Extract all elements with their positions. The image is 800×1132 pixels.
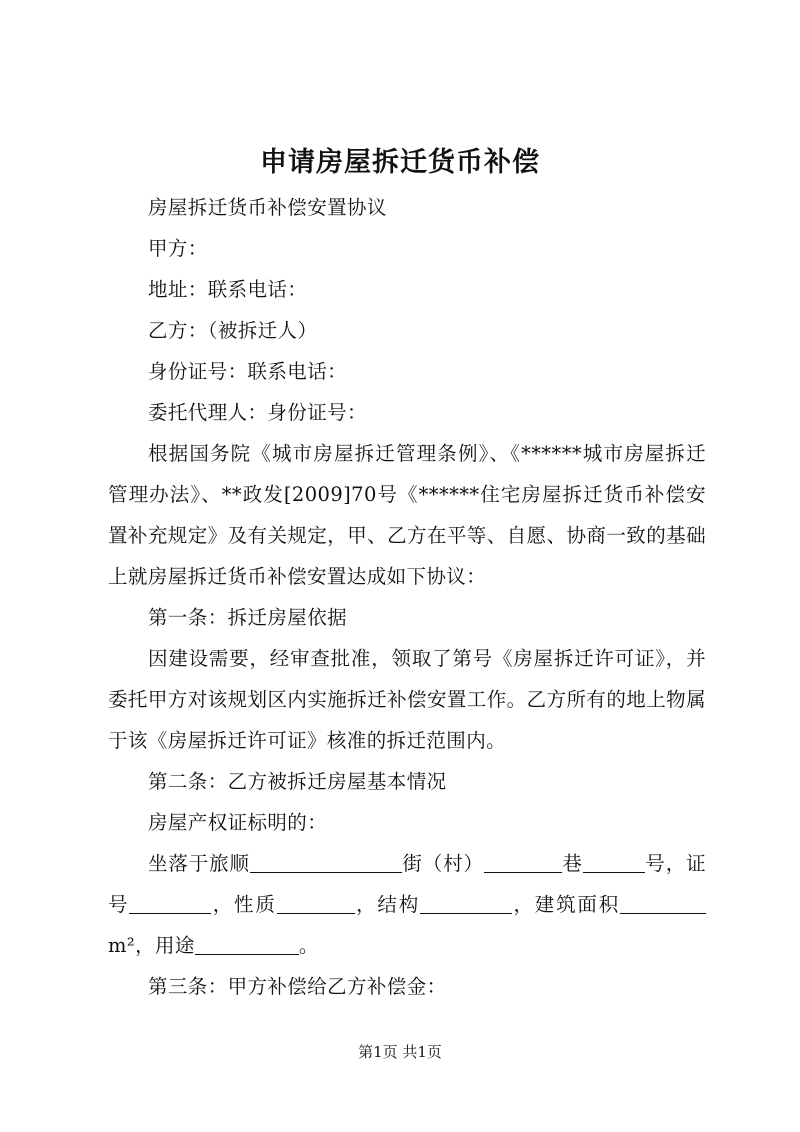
paragraph-party-a: 甲方： — [148, 237, 208, 260]
paragraph-party-b: 乙方：（被拆迁人） — [148, 319, 318, 342]
lane-blank[interactable] — [583, 850, 645, 873]
paragraph-property-cert: 房屋产权证标明的： — [148, 811, 328, 834]
nature-blank[interactable] — [277, 891, 355, 914]
street-label: 街（村） — [401, 852, 484, 875]
paragraph-party-a-address: 地址：联系电话： — [148, 278, 308, 301]
nature-label: ，性质 — [211, 893, 277, 916]
paragraph-property-details — [108, 843, 706, 966]
paragraph-article-1: 第一条：拆迁房屋依据 — [148, 606, 348, 629]
street-blank[interactable] — [484, 850, 562, 873]
area-blank[interactable] — [620, 891, 706, 914]
usage-blank[interactable] — [195, 932, 299, 955]
line-end: 。 — [298, 934, 319, 957]
structure-blank[interactable] — [420, 891, 512, 914]
document-title: 申请房屋拆迁货币补偿 — [260, 147, 540, 178]
paragraph-party-b-id: 身份证号：联系电话： — [148, 360, 348, 383]
page-footer: 第1页 共1页 — [358, 1043, 442, 1061]
document-body — [108, 187, 706, 1007]
number-label: 号， — [644, 852, 687, 875]
cert-label: 证号 — [108, 852, 706, 916]
cert-blank[interactable] — [129, 891, 211, 914]
lane-label: 巷 — [561, 852, 583, 875]
paragraph-agreement-title: 房屋拆迁货币补偿安置协议 — [148, 196, 387, 219]
structure-label: ，结构 — [354, 893, 421, 916]
paragraph-article-3: 第三条：甲方补偿给乙方补偿金： — [148, 975, 447, 998]
paragraph-article-2: 第二条：乙方被拆迁房屋基本情况 — [148, 770, 447, 793]
location-blank[interactable] — [250, 850, 402, 873]
paragraph-agent: 委托代理人：身份证号： — [148, 401, 367, 424]
location-label: 坐落于旅顺 — [148, 852, 250, 875]
paragraph-legal-basis: 根据国务院《城市房屋拆迁管理条例》、《******城市房屋拆迁管理办法》、**政发[2009]70号《******住宅房屋拆迁货币补偿安置补充规定》及有关规定，甲、乙方在平等、自愿、协商一致的基础上就房屋拆迁货币补偿安置达成如下协议： — [108, 442, 706, 588]
paragraph-permit: 因建设需要，经审查批准，领取了第号《房屋拆迁许可证》，并委托甲方对该规划区内实施拆迁补偿安置工作。乙方所有的地上物属于该《房屋拆迁许可证》核准的拆迁范围内。 — [108, 647, 706, 752]
area-label: ，建筑面积 — [512, 893, 621, 916]
usage-label: m²，用途 — [108, 934, 195, 957]
